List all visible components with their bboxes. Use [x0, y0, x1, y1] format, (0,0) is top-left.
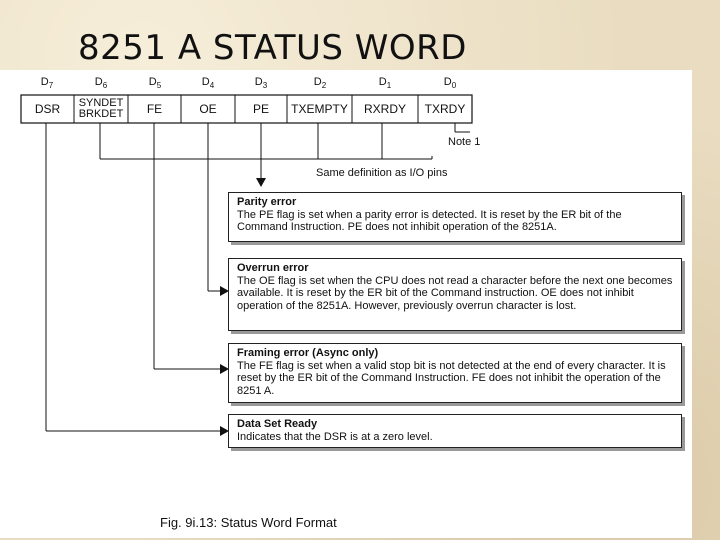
- slide-title: 8251 A STATUS WORD: [78, 28, 467, 68]
- box-title: Data Set Ready: [237, 418, 318, 430]
- box-title: Parity error: [237, 196, 297, 208]
- parity-error-box: [228, 192, 682, 242]
- cell-dsr: DSR: [34, 101, 61, 116]
- cell-txrdy: TXRDY: [424, 101, 466, 116]
- overrun-error-box: [228, 258, 682, 331]
- bit-label-d3: $D_3$: [254, 76, 268, 91]
- cell-rxrdy: RXRDY: [363, 101, 406, 116]
- box-body: The OE flag is set when the CPU does not read a character before the next one becomes available. It is reset by the ER bit of the Command instruction. OE does not inhibit operation of the 8251A. However, previously overrun character is lost.: [237, 274, 673, 312]
- note-label: Note 1: [448, 136, 481, 148]
- box-body: The PE flag is set when a parity error is detected. It is reset by the ER bit of the Command Instruction. PE does not inhibit operation of the 8251A.: [237, 208, 622, 233]
- box-title: Overrun error: [237, 262, 309, 274]
- bit-label-d7: $D_7$: [40, 76, 54, 91]
- bit-label-d0: $D_0$: [443, 76, 457, 91]
- bit-label-d2: $D_2$: [313, 76, 327, 91]
- box-body: The FE flag is set when a valid stop bit is not detected at the end of every character. It is reset by the ER bit of the Command Instruction. FE does not inhibit the operation of the 8251 A.: [237, 359, 666, 397]
- data-set-ready-box: [228, 414, 682, 448]
- bit-label-d6: $D_6$: [94, 76, 108, 91]
- box-body: Indicates that the DSR is at a zero level.: [237, 430, 433, 443]
- bit-label-d4: $D_4$: [201, 76, 215, 91]
- cell-txempty: TXEMPTY: [291, 101, 348, 116]
- status-word-figure: [0, 70, 692, 538]
- cell-fe: FE: [146, 101, 163, 116]
- framing-error-box: [228, 343, 682, 403]
- bit-label-d5: $D_5$: [148, 76, 162, 91]
- figure-caption: Fig. 9i.13: Status Word Format: [160, 515, 337, 530]
- cell-syndet-brkdet: SYNDET BRKDET: [78, 97, 124, 120]
- cell-pe: PE: [252, 101, 269, 116]
- bit-label-d1: $D_1$: [378, 76, 392, 91]
- box-title: Framing error (Async only): [237, 347, 379, 359]
- cell-oe: OE: [199, 101, 217, 116]
- same-definition-label: Same definition as I/O pins: [316, 167, 448, 179]
